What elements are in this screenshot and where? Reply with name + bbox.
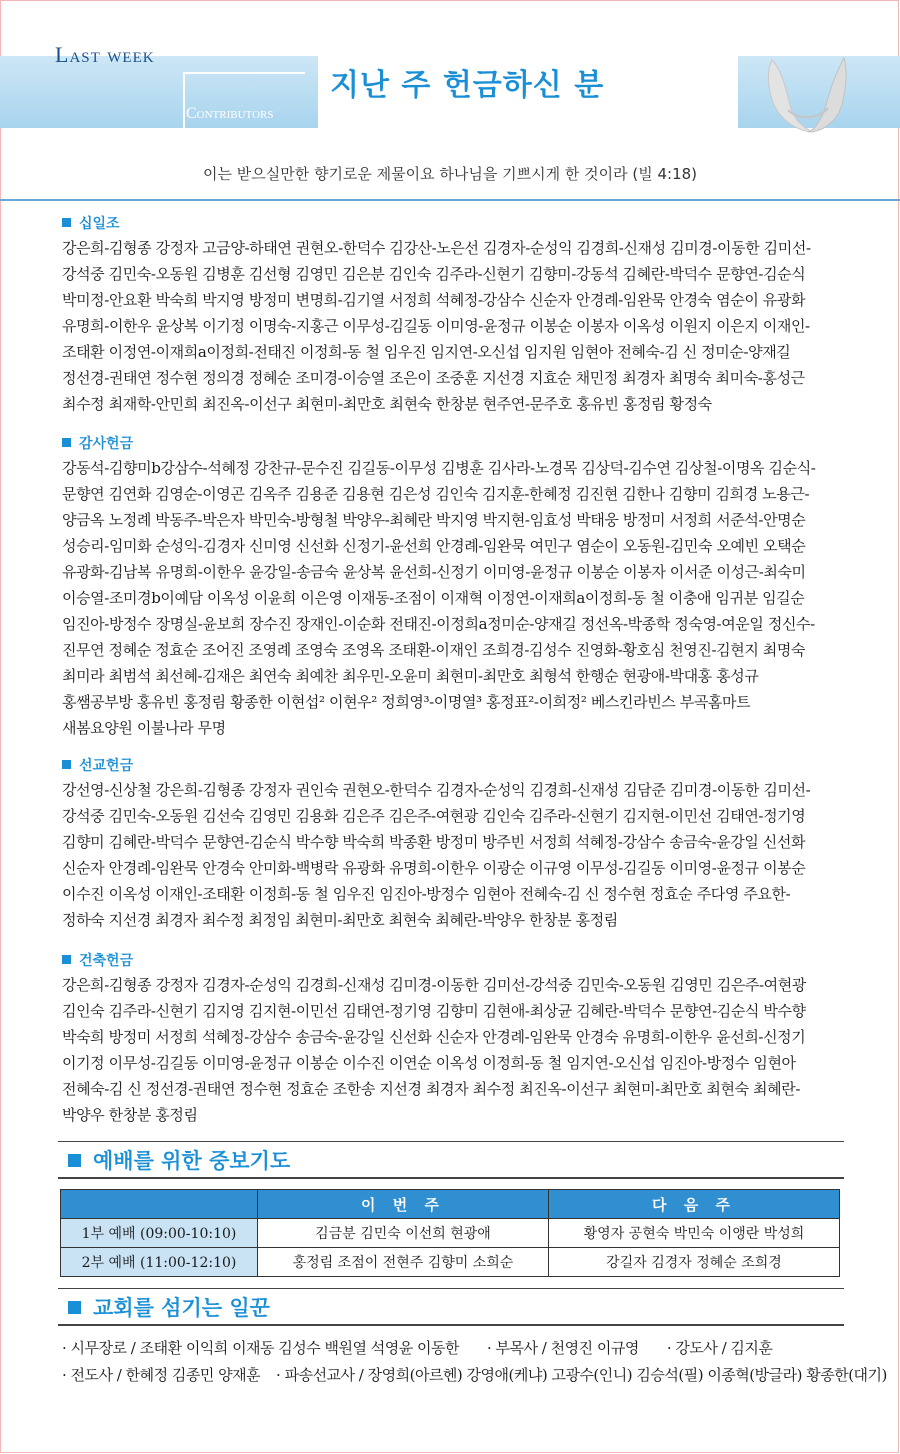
this-week-cell: 김금분 김민숙 이선희 현광애 xyxy=(258,1219,549,1248)
staff-list xyxy=(62,1335,887,1389)
section-heading xyxy=(62,950,806,972)
contributor-line: 신순자 안경례-임완묵 안경숙 안미화-백병락 유광화 유명희-이한우 이광순 이규영 이무성-김길동 이미영-윤정규 이봉순 xyxy=(62,859,806,877)
bullet-square-icon xyxy=(62,955,71,964)
prayer-section-title: 예배를 위한 중보기도 xyxy=(93,1149,291,1173)
section-heading xyxy=(62,755,810,777)
staff-line xyxy=(62,1335,887,1362)
contributor-line: 강선영-신상철 강은희-김형종 강정자 권인숙 권현오-한덕수 김경자-순성익 김경희-신재성 김담준 김미경-이동한 김미선- xyxy=(62,781,811,799)
prayer-section-heading xyxy=(58,1141,844,1179)
section-heading xyxy=(62,433,815,455)
staff-section-title: 교회를 섬기는 일꾼 xyxy=(93,1296,270,1320)
contributor-line: 박숙희 방정미 서정희 석혜정-강삼수 송금숙-윤강일 신선화 신순자 안경례-임완묵 안경숙 유명희-이한우 윤선희-신정기 xyxy=(62,1028,806,1046)
prayer-schedule-table xyxy=(60,1189,840,1277)
contributor-line: 이수진 이옥성 이재인-조태환 이정희-동 철 임우진 임진아-방정수 임현아 전혜숙-김 신 정수현 정효순 주다영 주요한- xyxy=(62,885,791,903)
contributor-line: 이기정 이무성-김길동 이미영-윤정규 이봉순 이수진 이연순 이옥성 이정희-동 철 임지연-오신섭 임진아-방정수 임현아 xyxy=(62,1054,796,1072)
table-row xyxy=(61,1219,840,1248)
contributor-line: 강은희-김형종 강정자 김경자-순성익 김경희-신재성 김미경-이동한 김미선-강석중 김민숙-오동원 김영민 김은주-여현광 xyxy=(62,976,806,994)
table-row xyxy=(61,1248,840,1277)
contributor-line: 성승리-임미화 순성익-김경자 신미영 신선화 신정기-윤선희 안경례-임완묵 여민구 염순이 오동원-김민숙 오예빈 오택순 xyxy=(62,537,806,555)
section-title: 선교헌금 xyxy=(79,758,134,774)
contributor-line: 정하숙 지선경 최경자 최수정 최정임 최현미-최만호 최현숙 최혜란-박양우 한창분 홍정림 xyxy=(62,911,618,929)
column-header-this-week: 이 번 주 xyxy=(258,1190,549,1219)
table-corner-cell xyxy=(61,1190,258,1219)
contributor-list xyxy=(62,777,810,933)
staff-missionaries: · 파송선교사 / 장영희(아르헨) 강영애(케냐) 고광수(인니) 김승석(필) 이종혁(방글라) 황종한(대기) xyxy=(276,1366,887,1384)
contributor-list xyxy=(62,235,811,417)
contributor-line: 유명희-이한우 윤상복 이기정 이명숙-지홍근 이무성-김길동 이미영-윤정규 이봉순 이봉자 이옥성 이원지 이은지 이재인- xyxy=(62,317,810,335)
staff-line xyxy=(62,1362,887,1389)
bullet-square-icon xyxy=(68,1154,81,1167)
contributor-list xyxy=(62,455,815,741)
section-building xyxy=(62,950,806,1128)
contributor-line: 강동석-김향미b강삼수-석혜정 강찬규-문수진 김길동-이무성 김병훈 김사라-노경목 김상덕-김수연 김상철-이명옥 김순식- xyxy=(62,459,816,477)
contributor-line: 박미정-안요환 박숙희 박지영 방정미 변명희-김기열 서정희 석혜정-강삼수 신순자 안경례-임완묵 안경숙 염순이 유광화 xyxy=(62,291,806,309)
contributor-line: 문향연 김연화 김영순-이영곤 김옥주 김용준 김용현 김은성 김인숙 김지훈-한혜정 김진현 김한나 김향미 김희경 노용근- xyxy=(62,485,810,503)
section-thanksgiving xyxy=(62,433,815,741)
next-week-cell: 강길자 김경자 정혜순 조희경 xyxy=(549,1248,840,1277)
contributor-line: 최미라 최범석 최선혜-김재은 최연숙 최예찬 최우민-오윤미 최현미-최만호 최형석 한행순 현광애-박대홍 홍성규 xyxy=(62,667,759,685)
service-label: 2부 예배 (11:00-12:10) xyxy=(61,1248,258,1277)
contributor-line: 정선경-권태연 정수현 정의경 정혜순 조미경-이승열 조은이 조중훈 지선경 지효순 채민정 최경자 최명숙 최미숙-홍성근 xyxy=(62,369,805,387)
section-title: 감사헌금 xyxy=(79,436,134,452)
contributor-line: 전혜숙-김 신 정선경-권태연 정수현 정효순 조한송 지선경 최경자 최수정 최진옥-이선구 최현미-최만호 최현숙 최혜란- xyxy=(62,1080,800,1098)
staff-elders: · 시무장로 / 조태환 이익희 이재동 김성수 백원열 석영윤 이동한 xyxy=(62,1339,459,1357)
service-label: 1부 예배 (09:00-10:10) xyxy=(61,1219,258,1248)
column-header-next-week: 다 음 주 xyxy=(549,1190,840,1219)
section-missions xyxy=(62,755,810,933)
bullet-square-icon xyxy=(68,1301,81,1314)
contributor-line: 강은희-김형종 강정자 고금양-하태연 권현오-한덕수 김강산-노은선 김경자-순성익 김경희-신재성 김미경-이동한 김미선- xyxy=(62,239,811,257)
contributor-list xyxy=(62,972,806,1128)
staff-section-heading xyxy=(58,1288,844,1326)
staff-associate-pastors: · 부목사 / 천영진 이규영 xyxy=(487,1339,639,1357)
contributor-line: 김인숙 김주라-신현기 김지영 김지현-이민선 김태연-정기영 김향미 김현애-최상균 김혜란-박덕수 문향연-김순식 박수향 xyxy=(62,1002,806,1020)
contributor-line: 임진아-방정수 장명실-윤보희 장수진 장재인-이순화 전태진-이정희a정미순-양재길 정선옥-박종학 정숙영-여운일 정신수- xyxy=(62,615,815,633)
next-week-cell: 황영자 공현숙 박민숙 이앵란 박성희 xyxy=(549,1219,840,1248)
this-week-cell: 홍정림 조점이 전현주 김향미 소희순 xyxy=(258,1248,549,1277)
section-title: 건축헌금 xyxy=(79,953,134,969)
page-title: 지난 주 헌금하신 분 xyxy=(330,68,605,103)
scripture-verse: 이는 받으실만한 향기로운 제물이요 하나님을 기쁘시게 한 것이라 (빌 4:18) xyxy=(202,165,698,183)
contributor-line: 강석중 김민숙-오동원 김병훈 김선형 김영민 김은분 김인숙 김주라-신현기 김향미-강동석 김혜란-박덕수 문향연-김순식 xyxy=(62,265,806,283)
bullet-square-icon xyxy=(62,218,71,227)
contributor-line: 박양우 한창분 홍정림 xyxy=(62,1106,198,1124)
contributor-line: 유광화-김남복 유명희-이한우 윤강일-송금숙 윤상복 윤선희-신정기 이미영-윤정규 이봉순 이봉자 이서준 이성근-최숙미 xyxy=(62,563,806,581)
staff-preacher: · 강도사 / 김지훈 xyxy=(666,1339,773,1357)
table-header-row xyxy=(61,1190,840,1219)
contributor-line: 양금옥 노정례 박동주-박은자 박민숙-방형철 박양우-최혜란 박지영 박지현-임효성 박태웅 방정미 서정희 서준석-안명순 xyxy=(62,511,806,529)
bullet-square-icon xyxy=(62,438,71,447)
section-title: 십일조 xyxy=(79,216,120,232)
contributor-line: 강석중 김민숙-오동원 김선숙 김영민 김용화 김은주 김은주-여현광 김인숙 김주라-신현기 김지현-이민선 김태연-정기영 xyxy=(62,807,806,825)
contributor-line: 조태환 이정연-이재희a이정희-전태진 이정희-동 철 임우진 임지연-오신섭 임지원 임현아 전혜숙-김 신 정미순-양재길 xyxy=(62,343,791,361)
contributor-line: 이승열-조미경b이예담 이옥성 이윤희 이은영 이재동-조점이 이재혁 이정연-이재희a이정희-동 철 이충애 임귀분 임길순 xyxy=(62,589,805,607)
section-heading xyxy=(62,213,811,235)
contributor-line: 새봄요양원 이불나라 무명 xyxy=(62,719,226,737)
offering-hands-icon xyxy=(752,50,862,140)
verse-divider xyxy=(0,199,900,201)
contributor-line: 최수정 최재학-안민희 최진옥-이선구 최현미-최만호 최현숙 한창분 현주연-문주호 홍유빈 홍정림 황정숙 xyxy=(62,395,712,413)
header-english-sublabel: Contributors xyxy=(186,105,274,122)
section-tithe xyxy=(62,213,811,417)
staff-evangelists: · 전도사 / 한혜정 김종민 양재훈 xyxy=(62,1366,261,1384)
contributor-line: 홍쌤공부방 홍유빈 홍정림 황종한 이현섭² 이현우² 정희영³-이명열³ 홍정표²-이희정² 베스킨라빈스 부곡홈마트 xyxy=(62,693,751,711)
bullet-square-icon xyxy=(62,760,71,769)
contributor-line: 김향미 김혜란-박덕수 문향연-김순식 박수향 박숙희 박종환 방정미 방주빈 서정희 석혜정-강삼수 송금숙-윤강일 신선화 xyxy=(62,833,806,851)
contributor-line: 진무연 정혜순 정효순 조어진 조영례 조영숙 조영옥 조태환-이재인 조희경-김성수 진영화-황호심 천영진-김현지 최명숙 xyxy=(62,641,806,659)
header-english-label: Last week xyxy=(55,42,155,67)
